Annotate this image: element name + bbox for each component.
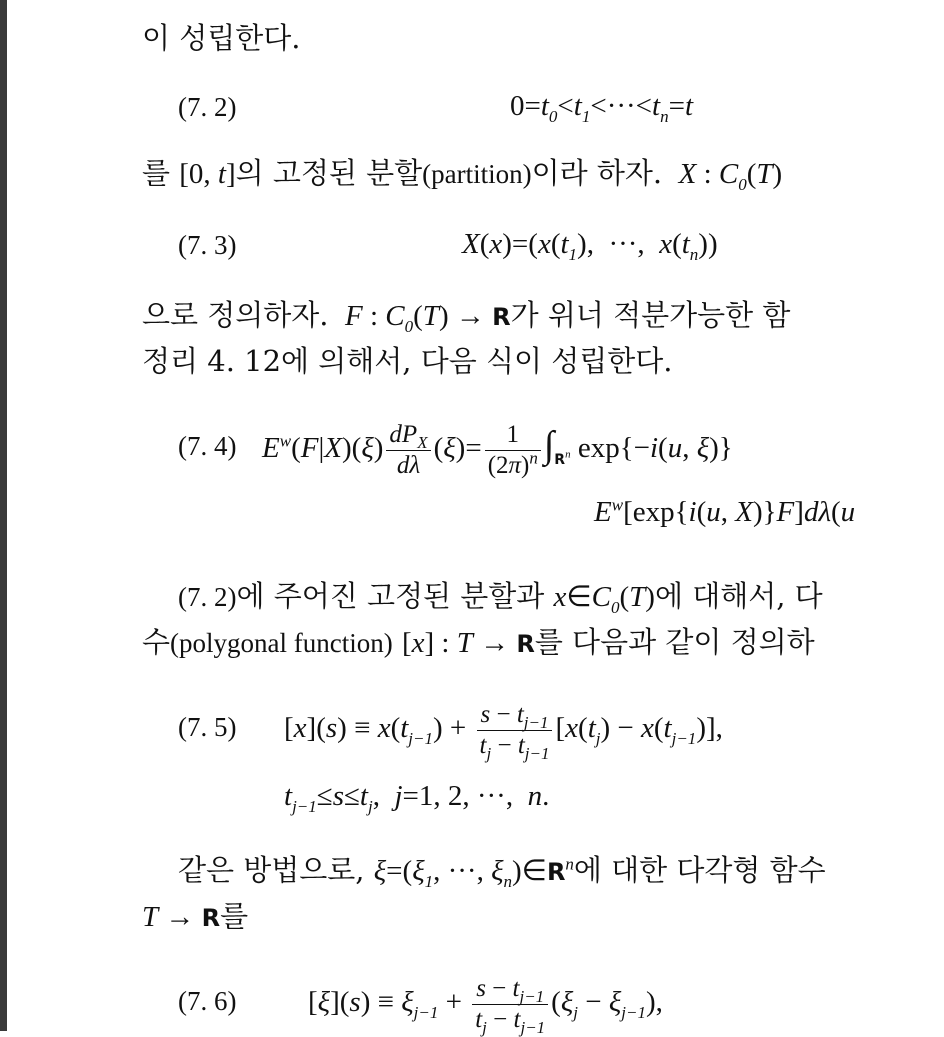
equation-7-4-label: (7. 4): [178, 431, 237, 461]
equation-7-2: [178, 88, 236, 125]
equation-7-6-body: $[\xi](s) \equiv \xi_{j-1}$ + $\frac{s - t_{j-1}}{t_j - t_{j-1}}$ $(\xi_j - \xi_{j-1})$,: [308, 975, 663, 1037]
text-line-1-label: 이 성립한다.: [142, 21, 301, 55]
text-line-9: (7. 2)에 주어진 고정된 분할과 $x\in C_0(T)$에 대해서, 다: [178, 579, 823, 617]
text-line-6: [142, 343, 673, 379]
text-fragment: (partition): [422, 159, 532, 189]
text-fragment: 의 고정된 분할: [235, 156, 423, 190]
text-line-13: 같은 방법으로, $\xi=(\xi_1$, ···, $\xi_n)\in R^n$에 대한 다각형 함수: [178, 853, 826, 891]
equation-7-3-body: $X(x)=(x(t_1)$, ···, $x(t_n)$): [462, 228, 718, 264]
equation-7-2-label: (7. 2): [178, 92, 237, 122]
equation-7-5-body: $[x](s) \equiv x(t_{j-1})$ + $\frac{s - t_{j-1}}{t_j - t_{j-1}}$ $[x(t_j) - x(t_{j-1})]$,: [284, 701, 723, 763]
equation-7-5: [178, 708, 236, 745]
text-fragment: 에 대한 다각형 함수: [573, 853, 826, 887]
text-fragment: 수: [142, 625, 171, 659]
text-line-10: 수(polygonal function) [x] : T → R를 다음과 같이 정의하: [142, 625, 815, 659]
text-fragment: 를 다음과 같이 정의하: [534, 625, 815, 659]
equation-7-4-body: $E^w(F|X)(\xi)$ $\frac{dP_X}{d\lambda}$ (ξ)= $\frac{1}{(2\pi)^n}$ $\int_{R^n}$ exp{−i(u, ξ)}: [262, 420, 733, 479]
text-fragment: 같은 방법으로,: [178, 853, 365, 887]
text-fragment: 가 위너 적분가능한 함: [510, 298, 791, 332]
text-line-1: [142, 20, 301, 56]
text-fragment: 정리 4. 12에 의해서, 다음 식이 성립한다.: [142, 344, 673, 378]
text-fragment: 으로 정의하자.: [142, 298, 329, 332]
text-fragment: 이라 하자.: [531, 156, 663, 190]
equation-7-4: [178, 427, 236, 464]
text-fragment: 를: [220, 899, 249, 933]
equation-7-5-label: (7. 5): [178, 712, 237, 742]
left-page-edge: [0, 0, 7, 1031]
text-fragment: 에 대해서, 다: [654, 579, 823, 613]
equation-7-4-continuation: $E^w[\exp\{i(u$, X)}F]dλ(u: [594, 495, 856, 528]
equation-7-6: [178, 982, 236, 1019]
equation-7-3-label: (7. 3): [178, 230, 237, 260]
equation-7-3: [178, 226, 236, 263]
text-fragment: 에 주어진 고정된 분할과: [236, 579, 545, 613]
text-fragment: (polygonal function): [170, 628, 393, 658]
equation-7-2-body: $0=t_0<t_1<\cdot\cdot\cdot<t_n=t$: [510, 90, 694, 126]
text-line-3: 를 [0, t]의 고정된 분할(partition)이라 하자. X : $C_0(T)$: [142, 156, 783, 194]
equation-7-5-condition: $t_{j-1}\le s\le t_j$, j=1, 2, ···, n.: [284, 780, 550, 816]
equation-7-6-label: (7. 6): [178, 986, 237, 1016]
text-line-14: T → R를: [142, 899, 249, 933]
text-line-5: 으로 정의하자. F : $C_0(T) \to R$가 위너 적분가능한 함: [142, 298, 791, 336]
text-fragment: 를: [142, 156, 171, 190]
